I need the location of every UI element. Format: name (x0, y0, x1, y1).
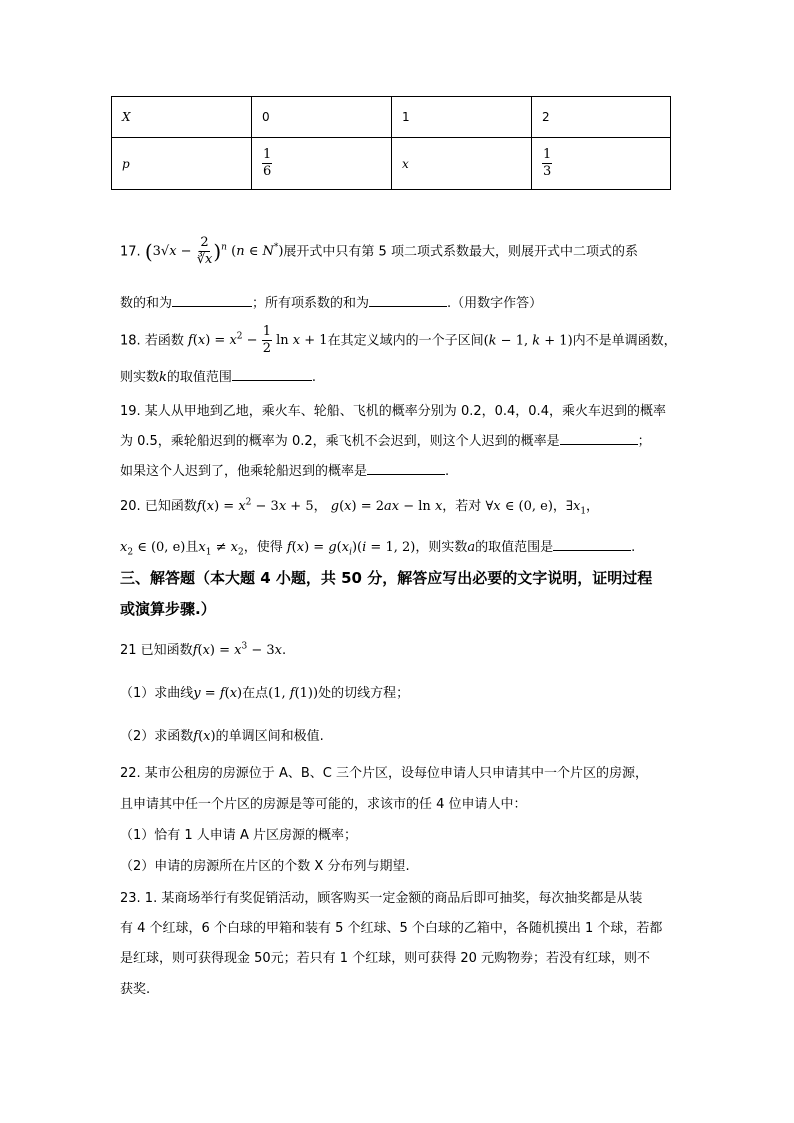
q19-line2: 为 0.5，乘轮船迟到的概率为 0.2，乘飞机不会迟到，则这个人迟到的概率是 ； (120, 434, 651, 449)
table-cell-frac-1-3: $\frac{1}{3}$ (532, 138, 671, 190)
q17-binomial-expression: (3√x − $\frac{2}{∛x}$ )$^n$ (n ∈ N*) (144, 235, 284, 268)
answer-blank[interactable] (553, 538, 631, 551)
table-header-row (112, 97, 671, 138)
answer-blank[interactable] (560, 432, 638, 445)
q18-line1: 18. 若函数 $f(x) = x^2$ − $\frac{1}{2}$ ln x + 1在其定义域内的一个子区间(k − 1, k + 1)内不是单调函数， (120, 324, 677, 357)
q21-part2: （2）求函数f(x)的单调区间和极值. (120, 729, 324, 744)
answer-blank[interactable] (369, 294, 447, 307)
table-cell-x-label: X (112, 97, 252, 138)
answer-blank[interactable] (172, 294, 252, 307)
q17-line1: 17. (3√x − $\frac{2}{∛x}$ )$^n$ (n ∈ N*)展开式中只有第 5 项二项式系数最大，则展开式中二项式的系 (120, 235, 638, 268)
answer-blank[interactable] (367, 462, 445, 475)
section-3-heading: 三、解答题（本大题 4 小题，共 50 分，解答应写出必要的文字说明，证明过程 (120, 569, 653, 587)
q22-line1: 22. 某市公租房的房源位于 A、B、C 三个片区，设每位申请人只申请其中一个片区的房源， (120, 766, 648, 781)
q19-line3: 如果这个人迟到了，他乘轮船迟到的概率是 . (120, 464, 450, 479)
q18-function-expression: $f(x) = x^2$ − $\frac{1}{2}$ ln x + 1 (187, 324, 328, 357)
table-cell-x-value: x (392, 138, 532, 190)
q23-line4: 获奖. (120, 982, 151, 997)
table-cell-frac-1-6: $\frac{1}{6}$ (252, 138, 392, 190)
q22-line2: 且申请其中任一个片区的房源是等可能的，求该市的任 4 位申请人中： (120, 797, 527, 812)
q18-line2: 则实数k的取值范围 . (120, 370, 317, 385)
q21-head: 21 已知函数$f(x) = x^3 - 3x$. (120, 641, 287, 658)
q23-line2: 有 4 个红球，6 个白球的甲箱和装有 5 个红球、5 个白球的乙箱中，各随机摸出 1 个球，若都 (120, 921, 663, 936)
table-cell-2: 2 (532, 97, 671, 138)
q20-line2: $x_2$ ∈ (0, e)且$x_1 \ne x_2$，使得 $f(x) = g(x_i)(i = 1$, 2)，则实数a的取值范围是 . (120, 540, 636, 558)
q17-line2: 数的和为 ；所有项系数的和为 .（用数字作答） (120, 296, 543, 311)
q20-line1: 20. 已知函数$f(x) = x^2 - 3x + 5$， g(x) = 2ax − ln x，若对 ∀x ∈ (0, e)，$\exists x_1$， (120, 497, 600, 517)
table-cell-0: 0 (252, 97, 392, 138)
answer-blank[interactable] (232, 368, 312, 381)
distribution-table (111, 96, 671, 190)
q21-part1: （1）求曲线y = f(x)在点(1, f(1))处的切线方程； (120, 686, 410, 701)
q23-line3: 是红球，则可获得现金 50元；若只有 1 个红球，则可获得 20 元购物券；若没有红球，则不 (120, 951, 651, 966)
q22-line3: （1）恰有 1 人申请 A 片区房源的概率； (120, 828, 357, 843)
table-cell-p-label: p (112, 138, 252, 190)
q23-line1: 23. 1. 某商场举行有奖促销活动，顾客购买一定金额的商品后即可抽奖，每次抽奖都是从装 (120, 891, 643, 906)
q22-line4: （2）申请的房源所在片区的个数 X 分布列与期望. (120, 859, 410, 874)
table-cell-1: 1 (392, 97, 532, 138)
section-3-heading-cont: 或演算步骤.） (120, 600, 216, 618)
q19-line1: 19. 某人从甲地到乙地，乘火车、轮船、飞机的概率分别为 0.2，0.4，0.4，乘火车迟到的概率 (120, 404, 666, 419)
table-prob-row (112, 138, 671, 190)
